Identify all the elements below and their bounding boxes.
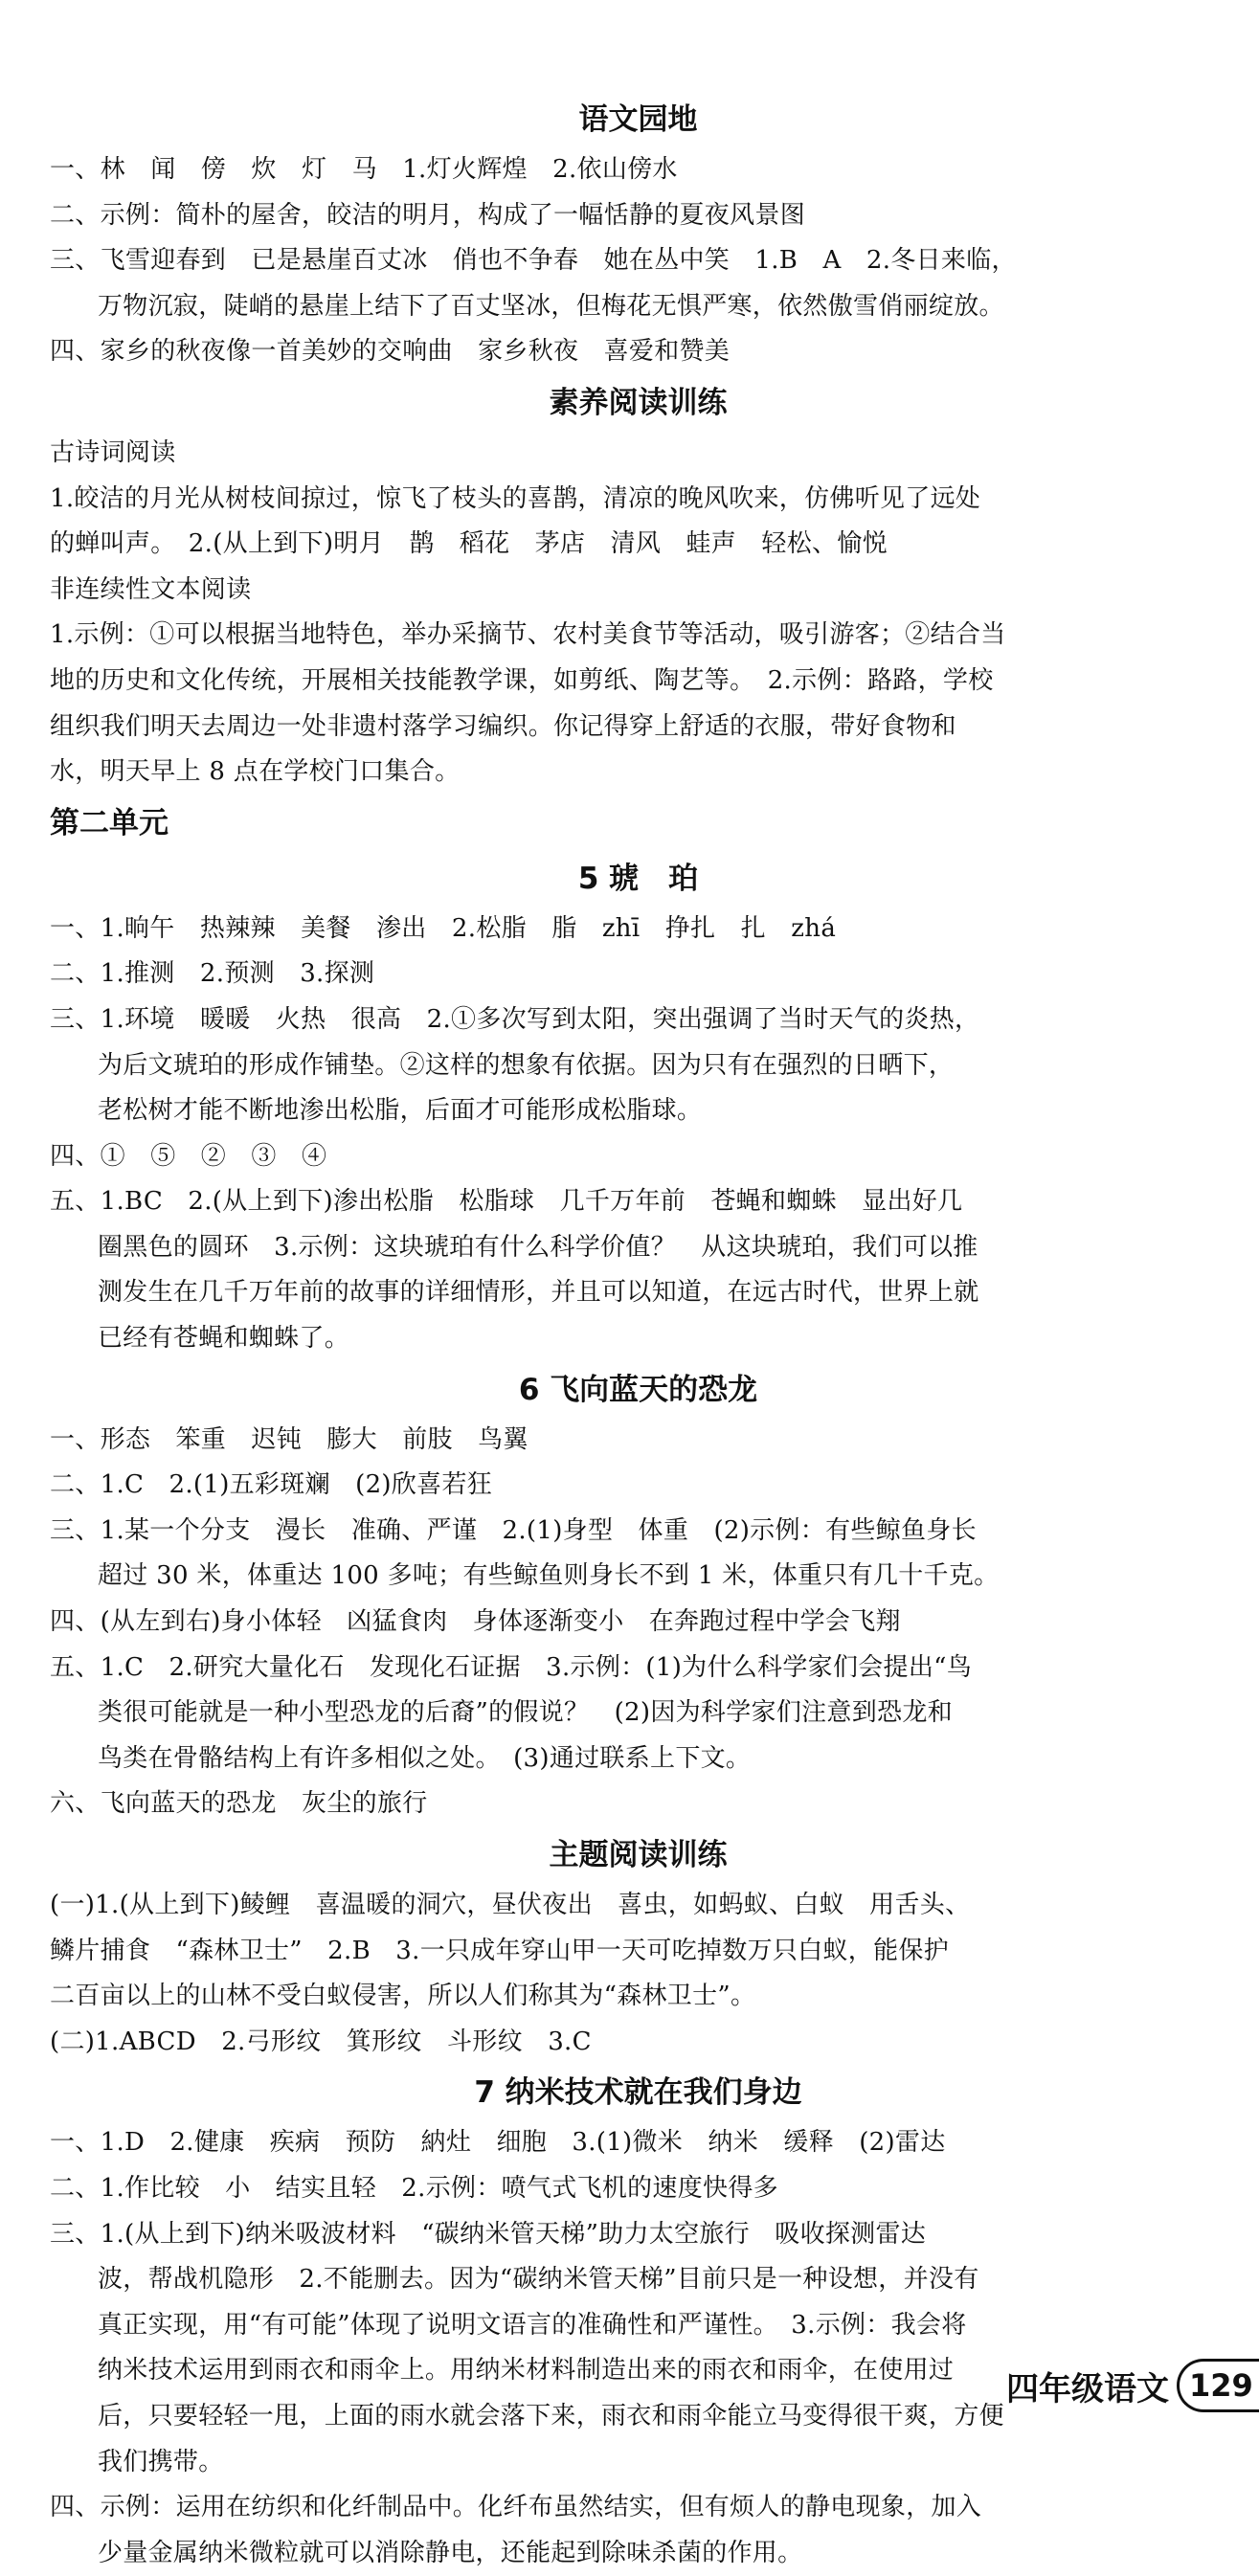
page-footer — [1006, 2357, 1259, 2414]
answer-line: 超过 30 米，体重达 100 多吨；有些鲸鱼则身长不到 1 米，体重只有几十千克。 — [98, 1561, 1000, 1591]
answer-line: 三、飞雪迎春到 已是悬崖百丈冰 俏也不争春 她在丛中笑 1.B A 2.冬日来临， — [50, 246, 1017, 276]
answer-line: (二)1.ABCD 2.弓形纹 箕形纹 斗形纹 3.C — [50, 2027, 592, 2056]
section-heading: 7 纳米技术就在我们身边 — [474, 2075, 802, 2111]
answer-line: 老松树才能不断地渗出松脂，后面才可能形成松脂球。 — [98, 1096, 703, 1126]
answer-line: 二、1.C 2.(1)五彩斑斓 (2)欣喜若狂 — [50, 1470, 493, 1500]
answer-line: 五、1.BC 2.(从上到下)渗出松脂 松脂球 几千万年前 苍蝇和蜘蛛 显出好几 — [50, 1187, 963, 1217]
section-heading: 6 飞向蓝天的恐龙 — [518, 1372, 758, 1407]
answer-line: 一、林 闻 傍 炊 灯 马 1.灯火辉煌 2.依山傍水 — [50, 155, 678, 184]
answer-line: 非连续性文本阅读 — [50, 574, 252, 604]
unit-title: 第二单元 — [50, 805, 169, 840]
footer-grade-subject: 四年级语文 — [1006, 2369, 1169, 2408]
answer-line: 四、示例：运用在纺织和化纤制品中。化纤布虽然结实，但有烦人的静电现象，加入 — [50, 2493, 982, 2522]
answer-line: 1.示例：①可以根据当地特色，举办采摘节、农村美食节等活动，吸引游客；②结合当 — [50, 620, 1006, 650]
answer-line: 四、(从左到右)身小体轻 凶猛食肉 身体逐渐变小 在奔跑过程中学会飞翔 — [50, 1607, 901, 1637]
page-number-badge: 129 — [1177, 2359, 1259, 2412]
answer-line: 一、1.D 2.健康 疾病 预防 納灶 细胞 3.(1)微米 纳米 缓释 (2)雷达 — [50, 2128, 946, 2158]
answer-line: 二、1.作比较 小 结实且轻 2.示例：喷气式飞机的速度快得多 — [50, 2173, 778, 2203]
answer-line: 三、1.(从上到下)纳米吸波材料 “碳纳米管天梯”助力太空旅行 吸收探测雷达 — [50, 2219, 927, 2249]
answer-line: 水，明天早上 8 点在学校门口集合。 — [50, 757, 461, 787]
answer-line: 少量金属纳米微粒就可以消除静电，还能起到除味杀菌的作用。 — [98, 2538, 803, 2567]
answer-line: 组织我们明天去周边一处非遗村落学习编织。你记得穿上舒适的衣服，带好食物和 — [50, 711, 956, 741]
answer-line: 地的历史和文化传统，开展相关技能教学课，如剪纸、陶艺等。 2.示例：路路，学校 — [50, 665, 994, 695]
answer-line: 四、① ⑤ ② ③ ④ — [50, 1141, 327, 1171]
answer-line: 四、家乡的秋夜像一首美妙的交响曲 家乡秋夜 喜爱和赞美 — [50, 337, 731, 367]
section-heading: 素养阅读训练 — [549, 385, 728, 420]
answer-line: 已经有苍蝇和蜘蛛了。 — [98, 1324, 350, 1354]
answer-content — [50, 92, 1226, 2576]
section-heading: 语文园地 — [578, 102, 698, 137]
answer-line: 古诗词阅读 — [50, 437, 176, 467]
answer-line: 我们携带。 — [98, 2447, 224, 2476]
answer-line: 1.皎洁的月光从树枝间掠过，惊飞了枝头的喜鹊，清凉的晚风吹来，仿佛听见了远处 — [50, 483, 981, 513]
answer-line: 纳米技术运用到雨衣和雨伞上。用纳米材料制造出来的雨衣和雨伞，在使用过 — [98, 2356, 955, 2386]
answer-line: (一)1.(从上到下)鲮鲤 喜温暖的洞穴，昼伏夜出 喜虫，如蚂蚁、白蚁 用舌头、 — [50, 1891, 971, 1919]
answer-line: 波，帮战机隐形 2.不能删去。因为“碳纳米管天梯”目前只是一种设想，并没有 — [98, 2265, 979, 2295]
answer-line: 的蝉叫声。 2.(从上到下)明月 鹊 稻花 茅店 清风 蛙声 轻松、愉悦 — [50, 529, 888, 559]
answer-line: 后，只要轻轻一甩，上面的雨水就会落下来，雨衣和雨伞能立马变得很干爽，方便 — [98, 2401, 1004, 2430]
section-heading: 5 琥 珀 — [577, 861, 699, 896]
answer-line: 一、形态 笨重 迟钝 膨大 前肢 鸟翼 — [50, 1424, 528, 1454]
answer-line: 为后文琥珀的形成作铺垫。②这样的想象有依据。因为只有在强烈的日晒下， — [98, 1050, 955, 1080]
answer-line: 二、1.推测 2.预测 3.探测 — [50, 959, 375, 989]
answer-line: 类很可能就是一种小型恐龙的后裔”的假说？ (2)因为科学家们注意到恐龙和 — [98, 1698, 953, 1728]
answer-line: 一、1.晌午 热辣辣 美餐 渗出 2.松脂 脂 zhī 挣扎 扎 zhá — [50, 913, 837, 943]
section-heading: 主题阅读训练 — [549, 1838, 728, 1872]
answer-line: 三、1.环境 暖暖 火热 很高 2.①多次写到太阳，突出强调了当时天气的炎热， — [50, 1004, 980, 1034]
answer-line: 六、飞向蓝天的恐龙 灰尘的旅行 — [50, 1789, 428, 1819]
answer-line: 三、1.某一个分支 漫长 准确、严谨 2.(1)身型 体重 (2)示例：有些鲸鱼身长 — [50, 1515, 977, 1545]
answer-line: 万物沉寂，陡峭的悬崖上结下了百丈坚冰，但梅花无惧严寒，依然傲雪俏丽绽放。 — [98, 291, 1004, 321]
answer-line: 真正实现，用“有可能”体现了说明文语言的准确性和严谨性。 3.示例：我会将 — [98, 2310, 967, 2340]
answer-line: 圈黑色的圆环 3.示例：这块琥珀有什么科学价值？ 从这块琥珀，我们可以推 — [98, 1232, 978, 1262]
answer-line: 五、1.C 2.研究大量化石 发现化石证据 3.示例：(1)为什么科学家们会提出“鸟 — [50, 1652, 973, 1682]
answer-line: 鳞片捕食 “森林卫士” 2.B 3.一只成年穿山甲一天可吃掉数万只白蚁，能保护 — [50, 1936, 950, 1965]
answer-line: 鸟类在骨骼结构上有许多相似之处。 (3)通过联系上下文。 — [98, 1743, 752, 1773]
answer-line: 二百亩以上的山林不受白蚁侵害，所以人们称其为“森林卫士”。 — [50, 1982, 756, 2011]
answer-line: 测发生在几千万年前的故事的详细情形，并且可以知道，在远古时代，世界上就 — [98, 1278, 979, 1308]
answer-line: 二、示例：简朴的屋舍，皎洁的明月，构成了一幅恬静的夏夜风景图 — [50, 200, 806, 230]
